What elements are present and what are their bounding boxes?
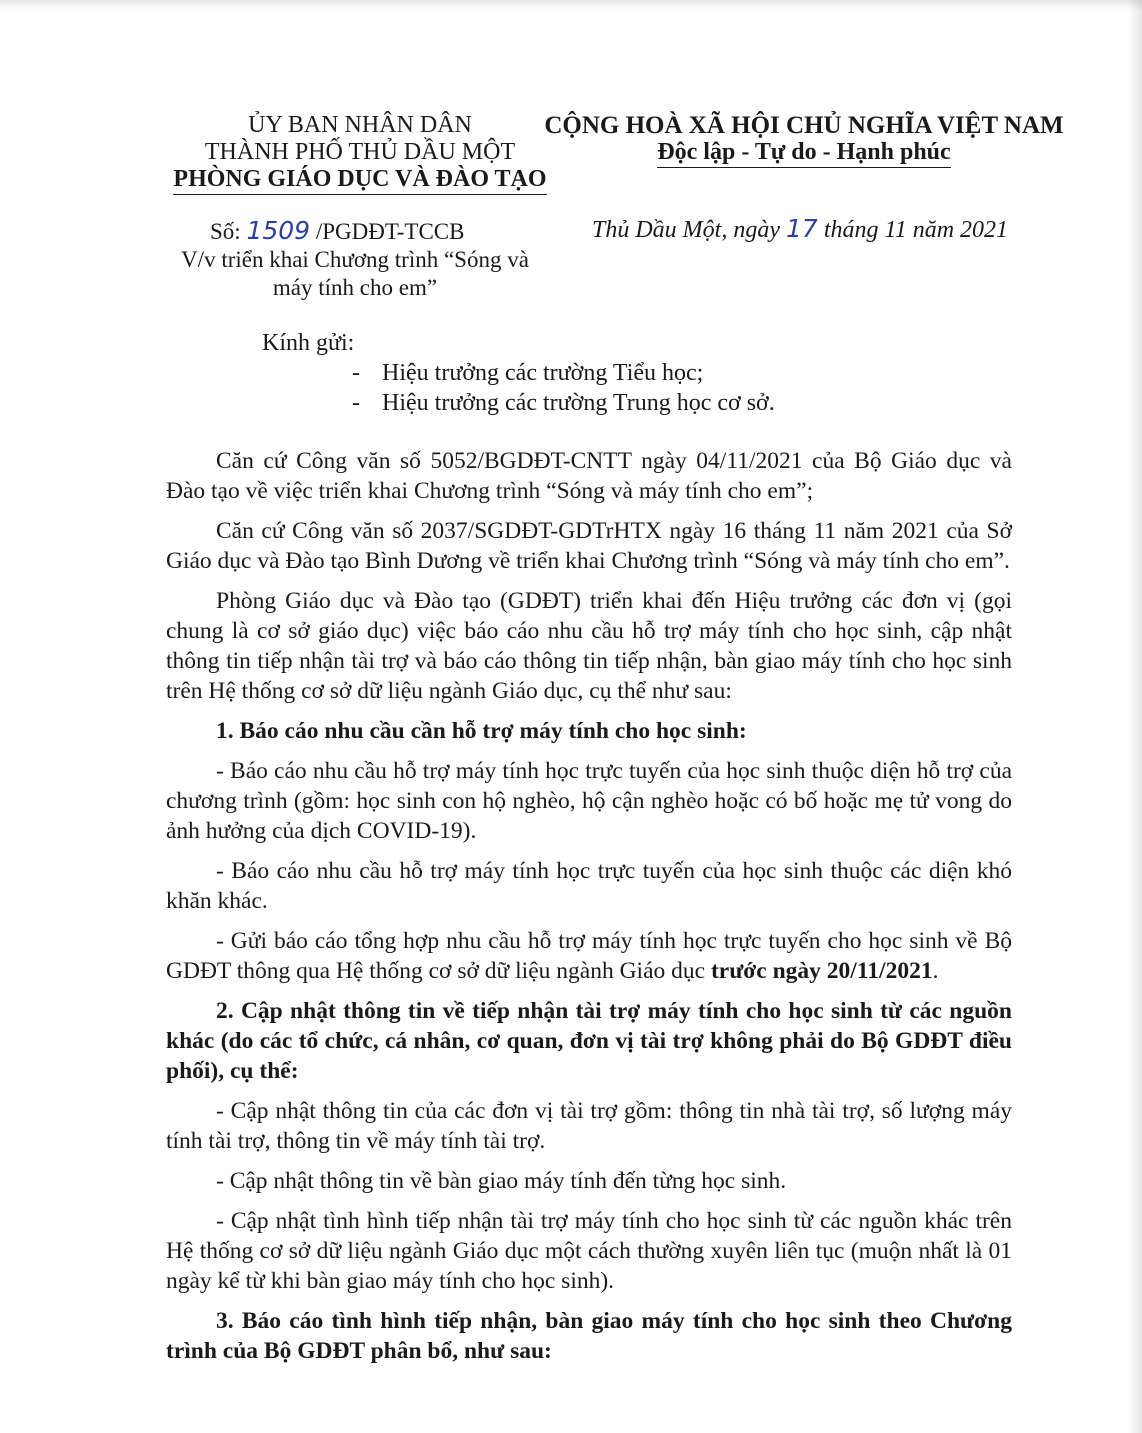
recipients-block xyxy=(262,328,775,418)
handwritten-day: 17 xyxy=(786,214,818,243)
section-2-item-2: - Cập nhật thông tin về bàn giao máy tính đến từng học sinh. xyxy=(216,1168,787,1194)
date-before-day: Thủ Dầu Một, ngày xyxy=(592,217,780,243)
document-number-prefix: Số: xyxy=(210,219,241,244)
section-1-item-1: - Báo cáo nhu cầu hỗ trợ máy tính học trực tuyến của học sinh thuộc diện hỗ trợ của chương trình (gồm: học sinh con hộ nghèo, hộ cận nghèo hoặc có bố hoặc mẹ tử vong do ảnh hưởng của dịch COVID-19). xyxy=(166,758,1012,844)
document-meta xyxy=(165,217,545,302)
recipient-item: - Hiệu trưởng các trường Trung học cơ sở. xyxy=(382,388,775,418)
subject-line-2: máy tính cho em” xyxy=(272,275,438,300)
section-2-item-3: - Cập nhật tình hình tiếp nhận tài trợ máy tính cho học sinh từ các nguồn khác trên Hệ thống cơ sở dữ liệu ngành Giáo dục một cách thường xuyên liên tục (muộn nhất là 01 ngày kể từ khi bàn giao máy tính cho học sinh). xyxy=(166,1208,1012,1294)
section-heading-1: 1. Báo cáo nhu cầu cần hỗ trợ máy tính cho học sinh: xyxy=(216,718,747,744)
subject-line-1: V/v triển khai Chương trình “Sóng và xyxy=(181,247,529,272)
scan-top-shadow xyxy=(0,0,1142,10)
handwritten-document-number: 1509 xyxy=(246,216,311,245)
paragraph-basis-1: Căn cứ Công văn số 5052/BGDĐT-CNTT ngày 04/11/2021 của Bộ Giáo dục và Đào tạo về việc triển khai Chương trình “Sóng và máy tính cho em”; xyxy=(166,448,1012,504)
authority-line-1: ỦY BAN NHÂN DÂN xyxy=(248,112,472,138)
scan-edge-shadow xyxy=(1128,0,1142,1433)
section-1-item-2: - Báo cáo nhu cầu hỗ trợ máy tính học trực tuyến của học sinh thuộc các diện khó khăn khác. xyxy=(166,858,1012,914)
deadline-text: trước ngày 20/11/2021 xyxy=(710,958,933,984)
paragraph-basis-2: Căn cứ Công văn số 2037/SGDĐT-GDTrHTX ngày 16 tháng 11 năm 2021 của Sở Giáo dục và Đào tạo Bình Dương về triển khai Chương trình “Sóng và máy tính cho em”. xyxy=(166,518,1012,574)
document-number xyxy=(165,217,545,246)
section-heading-3: 3. Báo cáo tình hình tiếp nhận, bàn giao máy tính cho học sinh theo Chương trình của Bộ GDĐT phân bổ, như sau: xyxy=(166,1308,1012,1364)
issuing-authority-block xyxy=(130,112,590,195)
national-motto: Độc lập - Tự do - Hạnh phúc xyxy=(657,139,950,168)
national-title-block xyxy=(540,112,1068,168)
section-1-item-3-end: . xyxy=(932,958,939,984)
paragraph-intro: Phòng Giáo dục và Đào tạo (GDĐT) triển khai đến Hiệu trưởng các đơn vị (gọi chung là cơ sở giáo dục) việc báo cáo nhu cầu hỗ trợ máy tính cho học sinh, cập nhật thông tin tiếp nhận tài trợ và báo cáo thông tin tiếp nhận, bàn giao máy tính cho học sinh trên Hệ thống cơ sở dữ liệu ngành Giáo dục, cụ thể như sau: xyxy=(166,588,1012,704)
authority-line-3 xyxy=(130,166,590,195)
issuing-office-name: PHÒNG GIÁO DỤC VÀ ĐÀO TẠO xyxy=(173,166,546,195)
document-number-suffix: /PGDĐT-TCCB xyxy=(315,219,465,244)
date-after-day: tháng 11 năm 2021 xyxy=(823,217,1009,243)
section-1-item-3-text: - Gửi báo cáo tổng hợp nhu cầu hỗ trợ máy tính học trực tuyến cho học sinh về Bộ GDĐT thông qua Hệ thống cơ sở dữ liệu ngành Giáo dục xyxy=(166,928,1012,984)
section-heading-2: 2. Cập nhật thông tin về tiếp nhận tài trợ máy tính cho học sinh từ các nguồn khác (do các tổ chức, cá nhân, cơ quan, đơn vị tài trợ không phải do Bộ GDĐT điều phối), cụ thể: xyxy=(166,998,1012,1084)
recipient-item: - Hiệu trưởng các trường Tiểu học; xyxy=(382,358,775,388)
place-date-line xyxy=(592,214,1052,244)
salutation: Kính gửi: xyxy=(262,330,355,356)
document-body xyxy=(166,446,1012,1376)
recipient-list xyxy=(262,358,775,418)
national-motto-line xyxy=(540,139,1068,168)
authority-line-2: THÀNH PHỐ THỦ DẦU MỘT xyxy=(204,139,516,165)
section-1-item-3 xyxy=(166,926,1012,986)
national-title: CỘNG HOÀ XÃ HỘI CHỦ NGHĨA VIỆT NAM xyxy=(544,112,1064,139)
section-2-item-1: - Cập nhật thông tin của các đơn vị tài trợ gồm: thông tin nhà tài trợ, số lượng máy tính tài trợ, thông tin về máy tính tài trợ. xyxy=(166,1098,1012,1154)
